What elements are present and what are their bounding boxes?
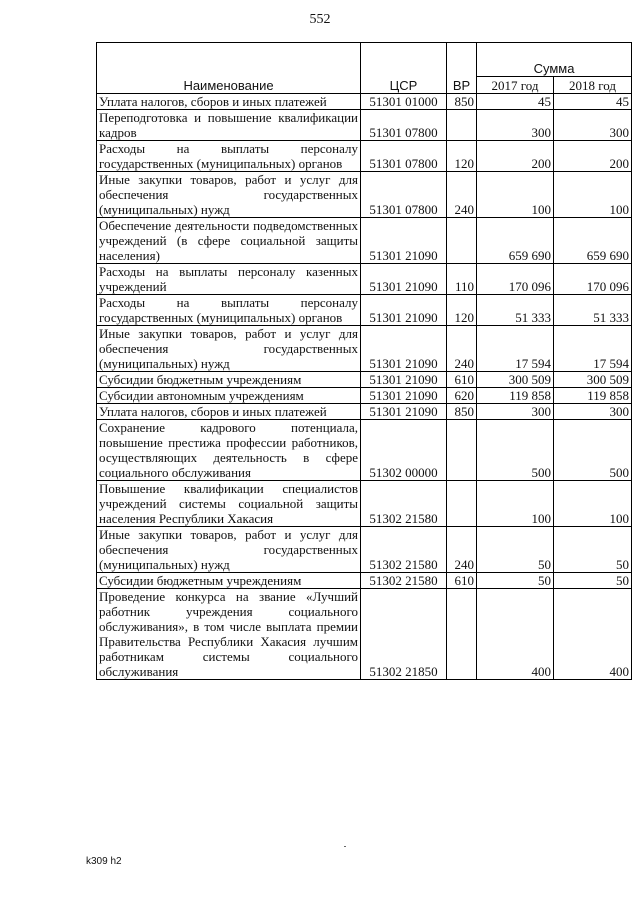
row-vr xyxy=(447,589,477,680)
page-number: 552 xyxy=(309,12,331,27)
table-row xyxy=(97,264,632,295)
row-name: Иные закупки товаров, работ и услуг для обеспечения государственных (муниципальных) нужд xyxy=(97,326,361,372)
row-sum-2018: 300 509 xyxy=(554,372,632,388)
row-sum-2017: 50 xyxy=(477,573,554,589)
row-csr: 51301 07800 xyxy=(361,172,447,218)
row-sum-2018: 17 594 xyxy=(554,326,632,372)
row-csr: 51301 21090 xyxy=(361,372,447,388)
table-row xyxy=(97,372,632,388)
row-name: Расходы на выплаты персоналу государственных (муниципальных) органов xyxy=(97,141,361,172)
header-year-2018: 2018 год xyxy=(554,76,632,93)
scan-mark xyxy=(344,846,346,847)
row-csr: 51302 21580 xyxy=(361,527,447,573)
header-sum: Сумма xyxy=(477,43,632,77)
row-csr: 51301 21090 xyxy=(361,326,447,372)
footer-code: k309 h2 xyxy=(86,856,122,867)
row-sum-2017: 200 xyxy=(477,141,554,172)
row-vr: 110 xyxy=(447,264,477,295)
row-sum-2017: 17 594 xyxy=(477,326,554,372)
row-sum-2018: 119 858 xyxy=(554,388,632,404)
row-sum-2018: 300 xyxy=(554,404,632,420)
row-csr: 51301 21090 xyxy=(361,218,447,264)
row-vr: 850 xyxy=(447,404,477,420)
row-vr xyxy=(447,481,477,527)
row-sum-2017: 170 096 xyxy=(477,264,554,295)
row-vr: 610 xyxy=(447,372,477,388)
table-row xyxy=(97,481,632,527)
row-sum-2017: 45 xyxy=(477,94,554,110)
table-row xyxy=(97,527,632,573)
table-row xyxy=(97,172,632,218)
row-name: Уплата налогов, сборов и иных платежей xyxy=(97,404,361,420)
row-vr: 620 xyxy=(447,388,477,404)
table-row xyxy=(97,404,632,420)
row-sum-2017: 300 509 xyxy=(477,372,554,388)
row-name: Уплата налогов, сборов и иных платежей xyxy=(97,94,361,110)
row-csr: 51301 21090 xyxy=(361,264,447,295)
row-sum-2018: 400 xyxy=(554,589,632,680)
row-sum-2017: 50 xyxy=(477,527,554,573)
row-name: Расходы на выплаты персоналу казенных учреждений xyxy=(97,264,361,295)
row-sum-2018: 51 333 xyxy=(554,295,632,326)
row-name: Субсидии бюджетным учреждениям xyxy=(97,372,361,388)
row-vr: 240 xyxy=(447,172,477,218)
table-row xyxy=(97,388,632,404)
row-name: Повышение квалификации специалистов учреждений системы социальной защиты населения Республики Хакасия xyxy=(97,481,361,527)
row-csr: 51302 00000 xyxy=(361,420,447,481)
row-sum-2017: 500 xyxy=(477,420,554,481)
row-sum-2017: 51 333 xyxy=(477,295,554,326)
row-csr: 51301 21090 xyxy=(361,404,447,420)
row-vr xyxy=(447,110,477,141)
budget-table xyxy=(96,42,632,680)
row-vr: 610 xyxy=(447,573,477,589)
row-csr: 51301 07800 xyxy=(361,110,447,141)
row-csr: 51302 21850 xyxy=(361,589,447,680)
row-csr: 51301 21090 xyxy=(361,388,447,404)
row-sum-2018: 100 xyxy=(554,481,632,527)
table-row xyxy=(97,326,632,372)
table-row xyxy=(97,589,632,680)
row-sum-2017: 300 xyxy=(477,404,554,420)
row-vr: 120 xyxy=(447,141,477,172)
header-name: Наименование xyxy=(97,43,361,94)
row-sum-2017: 400 xyxy=(477,589,554,680)
row-name: Иные закупки товаров, работ и услуг для обеспечения государственных (муниципальных) нужд xyxy=(97,172,361,218)
row-name: Проведение конкурса на звание «Лучший работник учреждения социального обслуживания», в том числе выплата премии Правительства Республики Хакасия лучшим работникам системы социального обслуживания xyxy=(97,589,361,680)
row-vr xyxy=(447,420,477,481)
row-sum-2018: 50 xyxy=(554,573,632,589)
row-sum-2017: 119 858 xyxy=(477,388,554,404)
table-row xyxy=(97,110,632,141)
row-sum-2018: 170 096 xyxy=(554,264,632,295)
table-row xyxy=(97,141,632,172)
row-vr: 120 xyxy=(447,295,477,326)
table-body xyxy=(97,94,632,680)
row-name: Сохранение кадрового потенциала, повышение престижа профессии работников, осуществляющих деятельность в сфере социального обслуживания xyxy=(97,420,361,481)
row-sum-2018: 659 690 xyxy=(554,218,632,264)
row-name: Субсидии бюджетным учреждениям xyxy=(97,573,361,589)
row-csr: 51301 01000 xyxy=(361,94,447,110)
row-name: Расходы на выплаты персоналу государственных (муниципальных) органов xyxy=(97,295,361,326)
row-name: Обеспечение деятельности подведомственных учреждений (в сфере социальной защиты населения) xyxy=(97,218,361,264)
row-vr: 240 xyxy=(447,527,477,573)
row-name: Субсидии автономным учреждениям xyxy=(97,388,361,404)
table-row xyxy=(97,295,632,326)
row-name: Переподготовка и повышение квалификации кадров xyxy=(97,110,361,141)
row-sum-2018: 100 xyxy=(554,172,632,218)
row-csr: 51302 21580 xyxy=(361,481,447,527)
row-sum-2018: 500 xyxy=(554,420,632,481)
row-csr: 51302 21580 xyxy=(361,573,447,589)
header-year-2017: 2017 год xyxy=(477,76,554,93)
row-sum-2018: 300 xyxy=(554,110,632,141)
row-sum-2018: 50 xyxy=(554,527,632,573)
row-name: Иные закупки товаров, работ и услуг для обеспечения государственных (муниципальных) нужд xyxy=(97,527,361,573)
row-sum-2018: 45 xyxy=(554,94,632,110)
row-csr: 51301 21090 xyxy=(361,295,447,326)
header-csr: ЦСР xyxy=(361,43,447,94)
header-vr: ВР xyxy=(447,43,477,94)
row-vr: 850 xyxy=(447,94,477,110)
table-row xyxy=(97,94,632,110)
table-row xyxy=(97,218,632,264)
row-sum-2017: 300 xyxy=(477,110,554,141)
row-sum-2017: 659 690 xyxy=(477,218,554,264)
row-sum-2018: 200 xyxy=(554,141,632,172)
row-sum-2017: 100 xyxy=(477,481,554,527)
row-csr: 51301 07800 xyxy=(361,141,447,172)
row-sum-2017: 100 xyxy=(477,172,554,218)
row-vr: 240 xyxy=(447,326,477,372)
table-row xyxy=(97,573,632,589)
table-row xyxy=(97,420,632,481)
row-vr xyxy=(447,218,477,264)
